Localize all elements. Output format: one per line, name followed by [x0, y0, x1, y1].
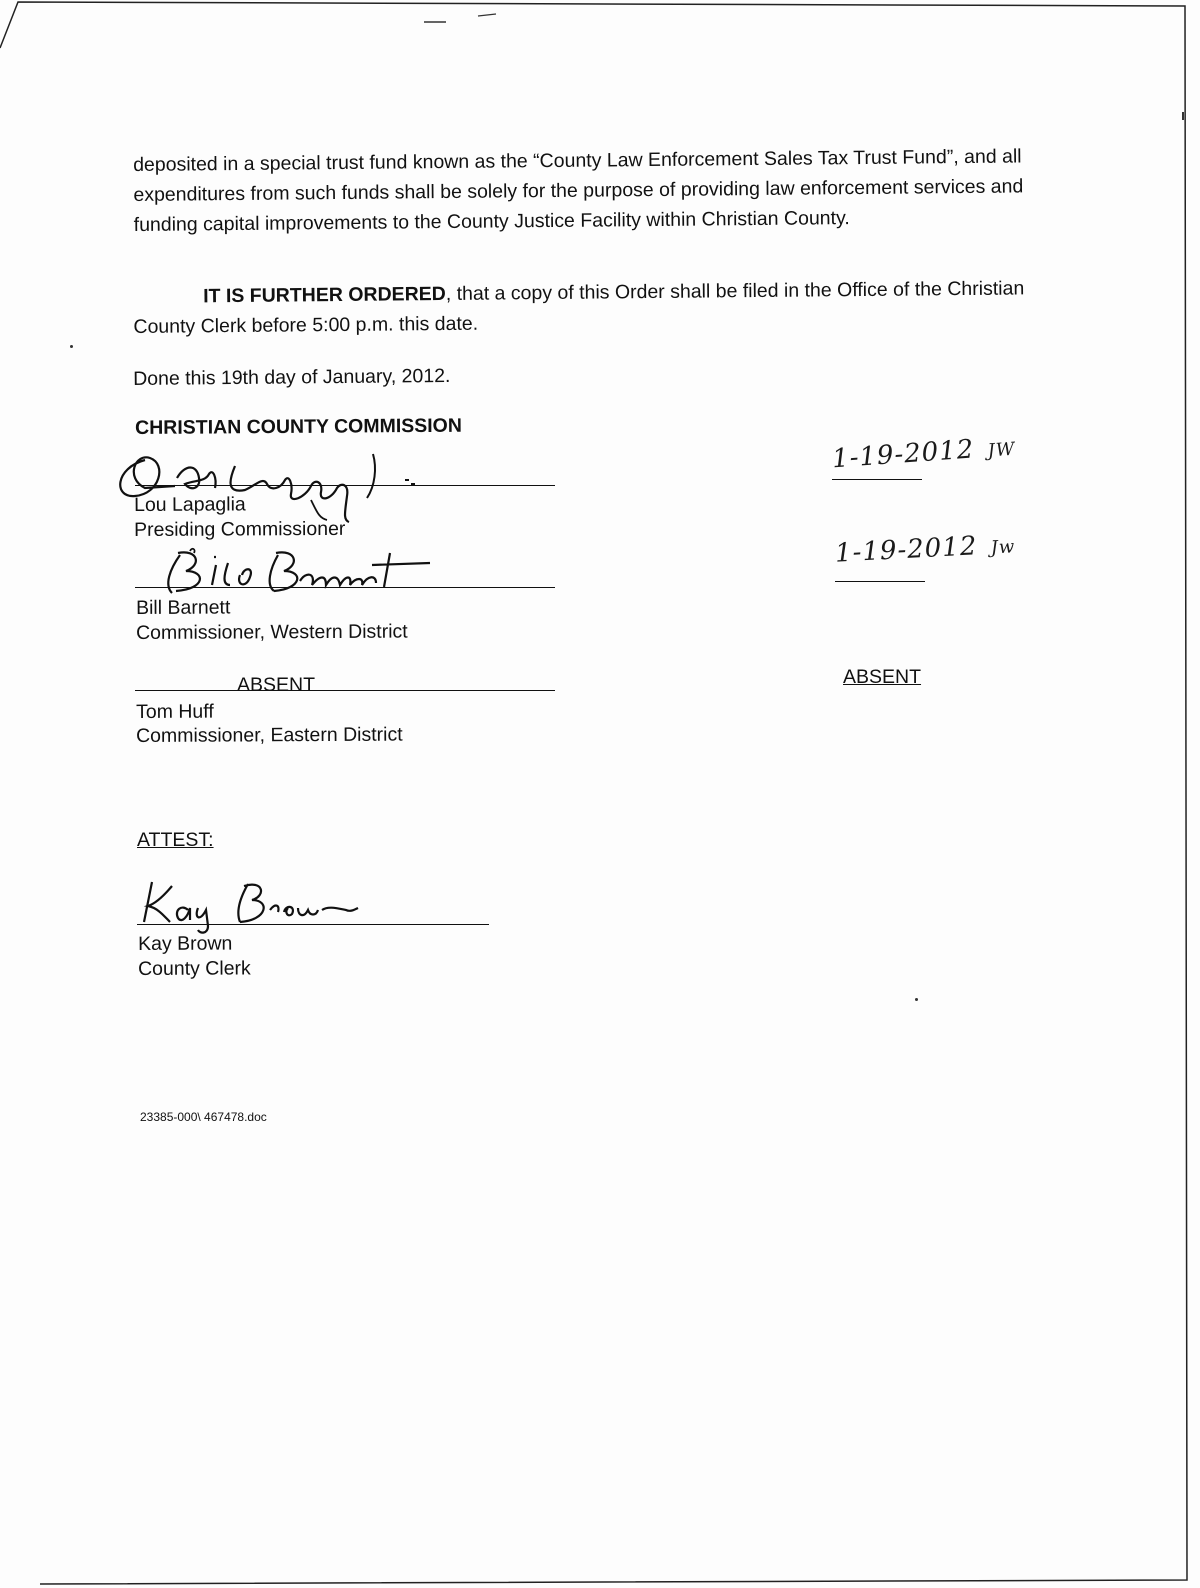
- document-reference: 23385-000\ 467478.doc: [140, 1110, 267, 1124]
- lapaglia-name: Lou Lapaglia: [134, 493, 246, 516]
- lapaglia-date-line: [832, 479, 922, 480]
- barnett-date-initials: Jw: [990, 536, 1016, 559]
- lapaglia-title: Presiding Commissioner: [134, 517, 346, 541]
- huff-title: Commissioner, Eastern District: [136, 723, 403, 747]
- huff-signature-line: [135, 690, 555, 691]
- scan-speck: [70, 345, 73, 348]
- huff-signature-absent: ABSENT: [237, 674, 316, 696]
- lapaglia-signature-line: [135, 485, 555, 486]
- brown-signature-line: [137, 924, 489, 925]
- lapaglia-date-initials: JW: [986, 438, 1017, 462]
- huff-date-absent: ABSENT: [843, 666, 922, 688]
- huff-name: Tom Huff: [136, 700, 214, 723]
- barnett-signature-line: [135, 587, 555, 588]
- barnett-title: Commissioner, Western District: [136, 620, 408, 644]
- done-date-line: Done this 19th day of January, 2012.: [133, 364, 451, 390]
- attest-label: ATTEST:: [137, 829, 214, 851]
- body-paragraph-2: [133, 273, 1039, 342]
- barnett-date-line: [835, 581, 925, 582]
- brown-title: County Clerk: [138, 957, 251, 980]
- body-paragraph-1: deposited in a special trust fund known as the “County Law Enforcement Sales Tax Trust Fund”, and all expenditures from such funds shall be solely for the purpose of providing law enforcement services and funding capital improvements to the County Justice Facility within Christian County.: [133, 145, 1024, 236]
- commission-heading: CHRISTIAN COUNTY COMMISSION: [135, 414, 462, 439]
- ordered-text: , that a copy of this Order shall be filed in the Office of the Christian County Clerk before 5:00 p.m. this date.: [133, 277, 1025, 338]
- barnett-date-written: 1-19-2012 Jw: [834, 531, 1016, 569]
- brown-signature: [136, 876, 366, 936]
- lapaglia-date-written: 1-19-2012 JW: [831, 434, 1017, 475]
- brown-name: Kay Brown: [138, 932, 233, 955]
- ordered-clause: IT IS FURTHER ORDERED: [203, 282, 446, 308]
- barnett-name: Bill Barnett: [136, 596, 231, 619]
- scan-speck: [915, 998, 918, 1001]
